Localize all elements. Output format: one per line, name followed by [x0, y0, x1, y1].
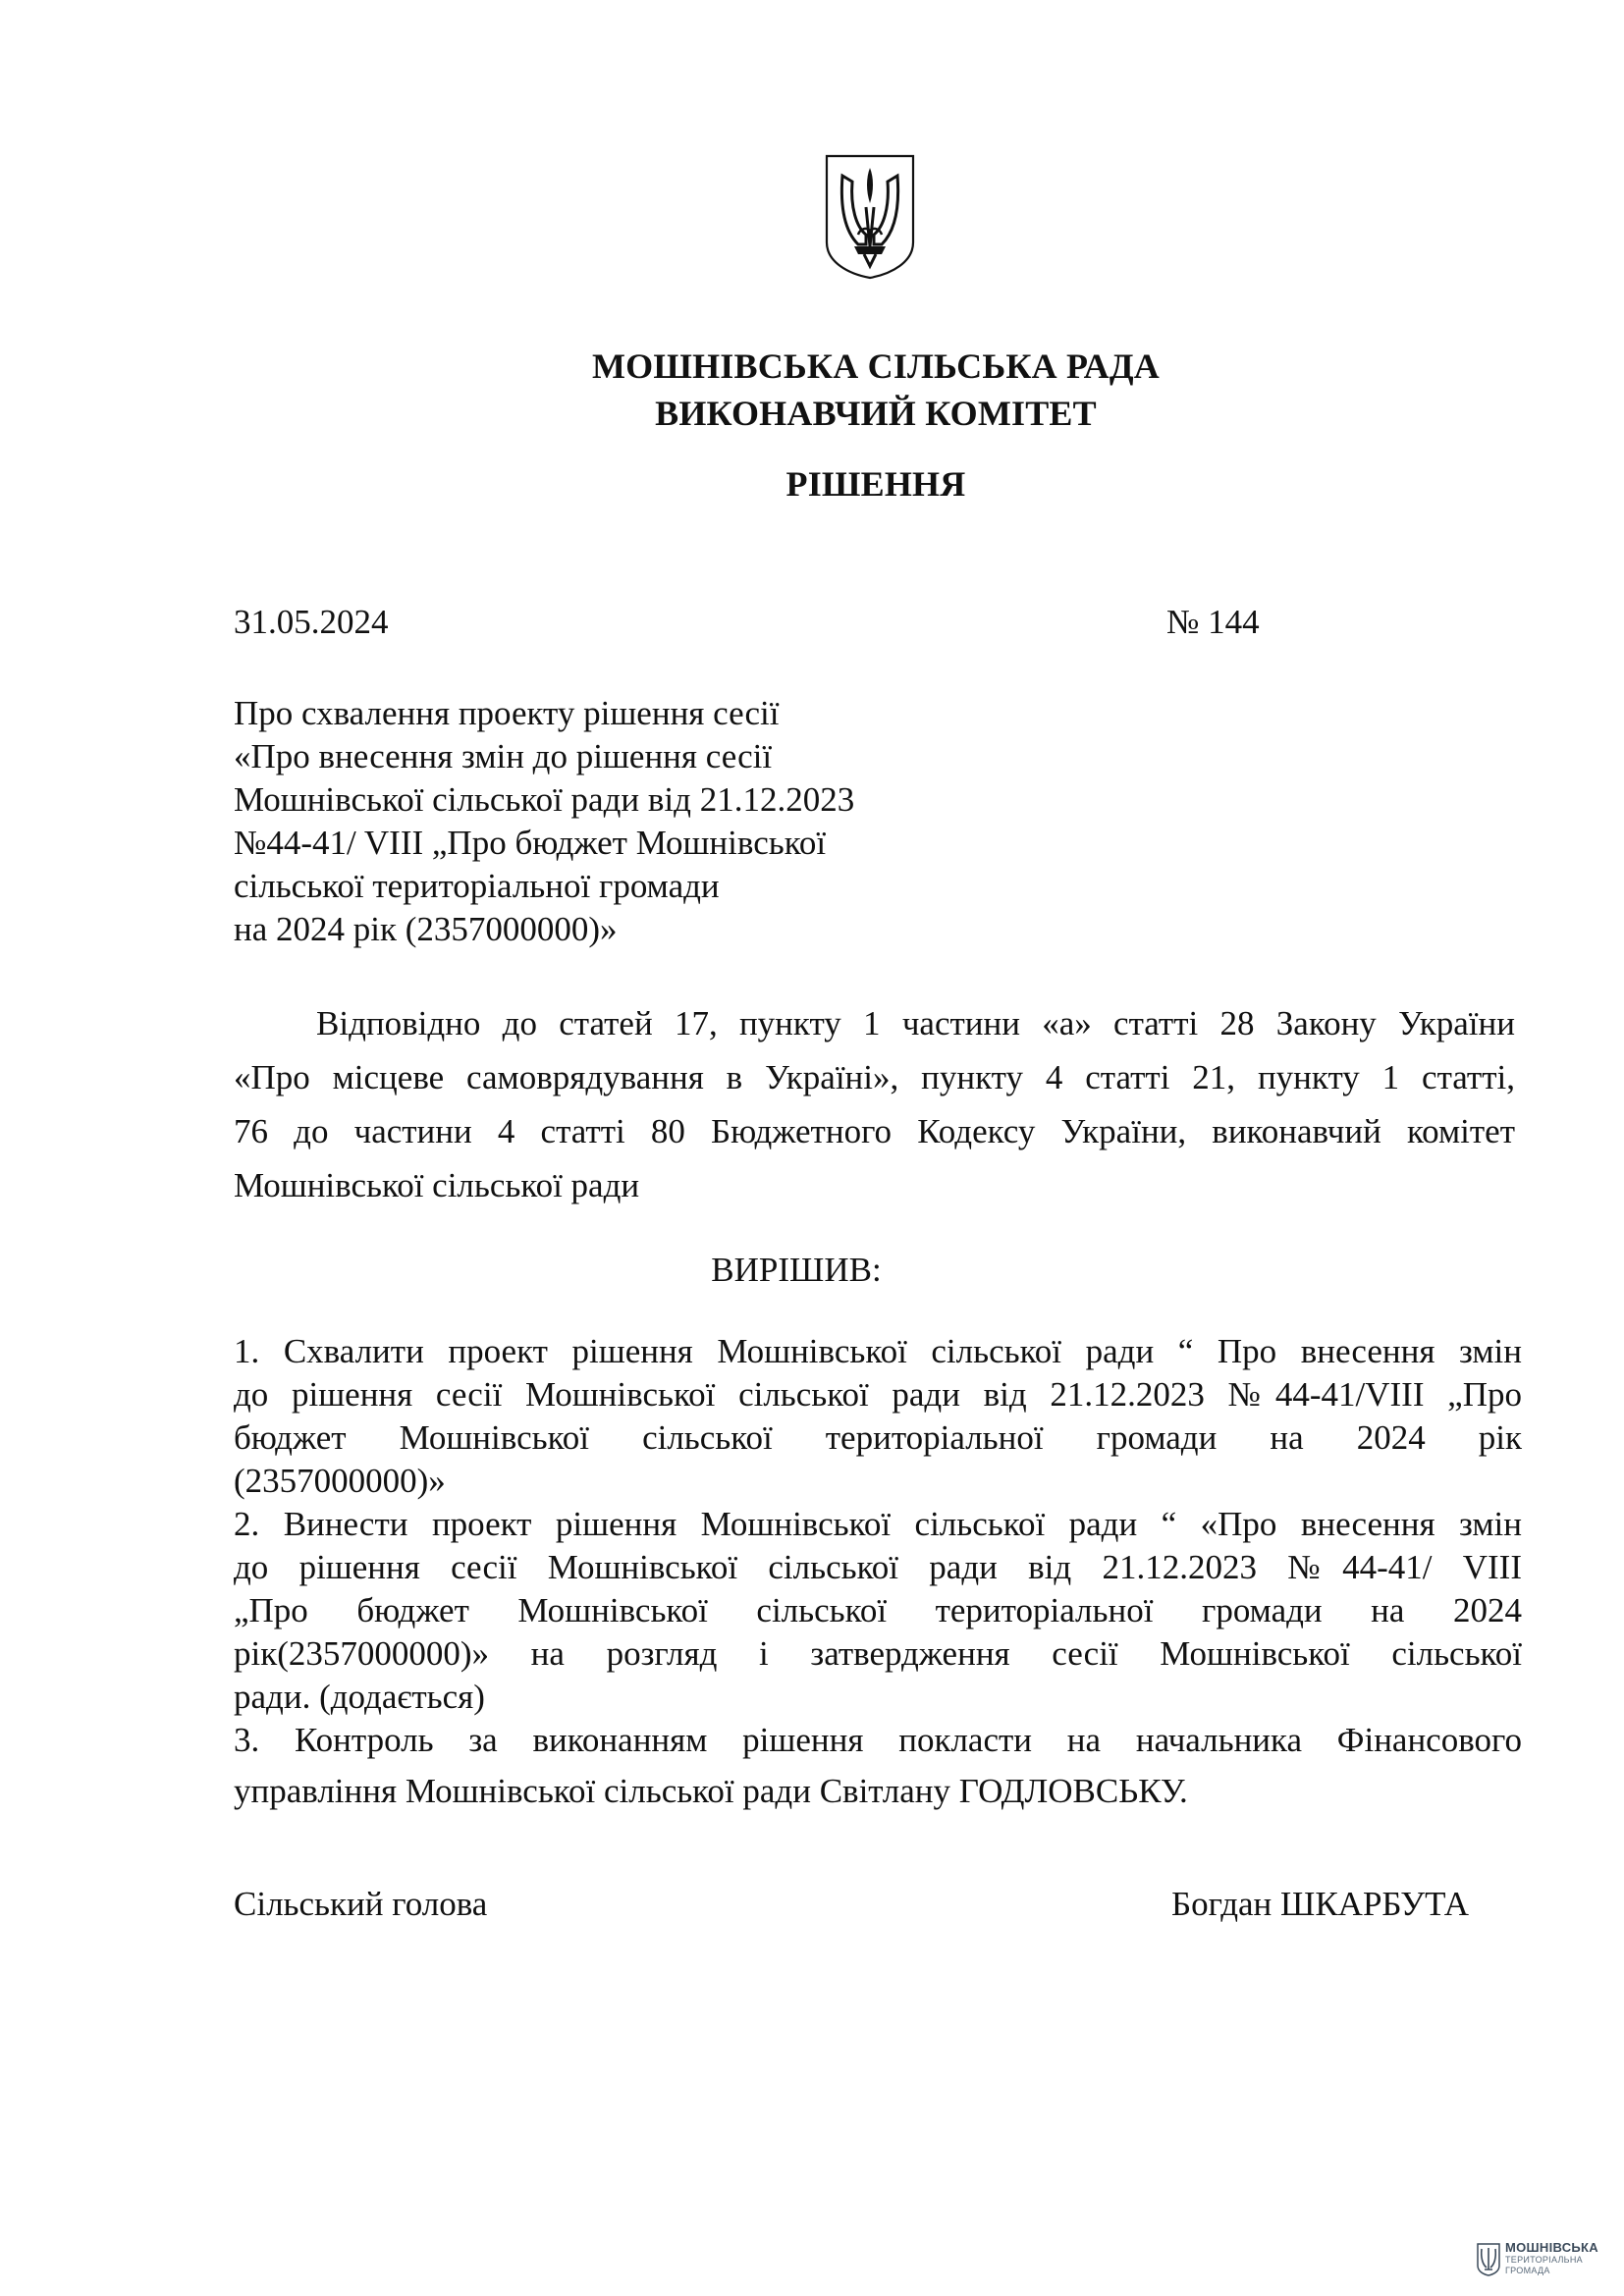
decision-number: № 144	[1166, 603, 1260, 641]
subject-line: «Про внесення змін до рішення сесії	[234, 737, 773, 775]
item-line: 2. Винести проект рішення Мошнівської сільської ради “ «Про внесення змін	[234, 1505, 1522, 1543]
logo-subtitle: ГРОМАДА	[1505, 2266, 1550, 2275]
organization-title: МОШНІВСЬКА СІЛЬСЬКА РАДА	[591, 347, 1161, 386]
trident-logo-icon	[1476, 2242, 1501, 2277]
subject-line: на 2024 рік (2357000000)»	[234, 910, 618, 948]
resolved-heading: ВИРІШИВ:	[711, 1251, 882, 1289]
footer-logo	[1476, 2240, 1623, 2283]
item-line: 1. Схвалити проект рішення Мошнівської сільської ради “ Про внесення змін	[234, 1332, 1522, 1370]
document-type-title: РІШЕННЯ	[785, 464, 966, 504]
decision-date: 31.05.2024	[234, 603, 389, 641]
subject-line: Про схвалення проекту рішення сесії	[234, 694, 780, 732]
preamble-line: Мошнівської сільської ради	[234, 1166, 640, 1204]
decision-items	[234, 1330, 1522, 1813]
item-line: до рішення сесії Мошнівської сільської ради від 21.12.2023 №44-41/ VIII	[234, 1548, 1522, 1586]
item-line: „Про бюджет Мошнівської сільської територіальної громади на 2024	[234, 1591, 1522, 1629]
item-line: ради. (додається)	[234, 1678, 485, 1716]
decision-subject	[234, 692, 854, 951]
preamble-line: «Про місцеве самоврядування в Україні», пункту 4 статті 21, пункту 1 статті,	[234, 1058, 1515, 1096]
subject-line: Мошнівської сільської ради від 21.12.2023	[234, 780, 855, 819]
preamble-paragraph	[234, 996, 1515, 1212]
preamble-line: Відповідно до статей 17, пункту 1 частини «а» статті 28 Закону України	[316, 1004, 1515, 1042]
subject-line: сільської територіальної громади	[234, 867, 720, 905]
item-line: 3. Контроль за виконанням рішення покласти на начальника Фінансового	[234, 1721, 1522, 1759]
signatory-name: Богдан ШКАРБУТА	[1171, 1885, 1469, 1923]
subject-line: №44-41/ VIII „Про бюджет Мошнівської	[234, 824, 827, 862]
item-line: управління Мошнівської сільської ради Світлану ГОДЛОВСЬКУ.	[234, 1772, 1188, 1810]
trident-coat-of-arms-icon	[823, 152, 917, 282]
signatory-title: Сільський голова	[234, 1885, 488, 1923]
item-line: рік(2357000000)» на розгляд і затвердження сесії Мошнівської сільської	[234, 1634, 1522, 1673]
item-line: до рішення сесії Мошнівської сільської ради від 21.12.2023 №44-41/VIII „Про	[234, 1375, 1522, 1414]
logo-title: МОШНІВСЬКА	[1505, 2240, 1598, 2255]
committee-title: ВИКОНАВЧИЙ КОМІТЕТ	[655, 394, 1097, 433]
preamble-line: 76 до частини 4 статті 80 Бюджетного Кодексу України, виконавчий комітет	[234, 1112, 1515, 1150]
logo-subtitle: ТЕРИТОРІАЛЬНА	[1505, 2255, 1583, 2265]
item-line: бюджет Мошнівської сільської територіальної громади на 2024 рік	[234, 1418, 1522, 1457]
item-line: (2357000000)»	[234, 1462, 446, 1500]
